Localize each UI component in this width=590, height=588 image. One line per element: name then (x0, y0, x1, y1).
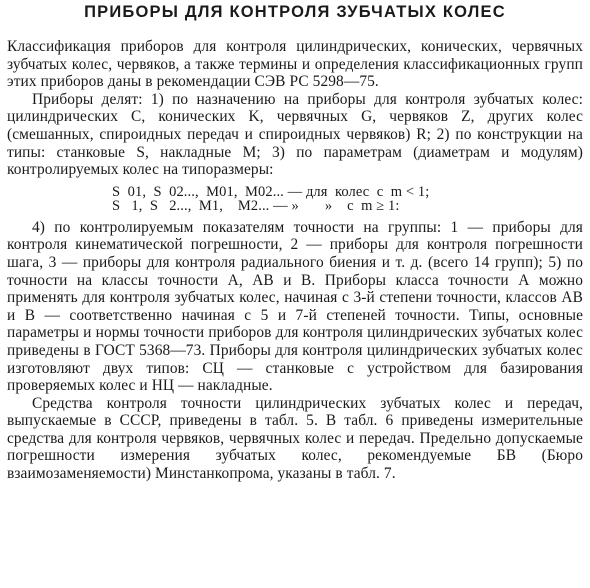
formula-line-small-module: S 01, S 02..., M01, M02... — для колес с m < 1; (112, 183, 430, 200)
size-designation-formula (112, 185, 583, 213)
formula-line-large-module: S 1, S 2..., M1, M2... — » » с m ≥ 1: (112, 197, 400, 214)
paragraph-classification: Классификация приборов для контроля цилиндрических, конических, червячных зубчатых колес, червяков, а также термины и определения классификационных групп этих приборов даны в рекомендации СЭВ РС 5298—75. (7, 38, 583, 91)
document-title: ПРИБОРЫ ДЛЯ КОНТРОЛЯ ЗУБЧАТЫХ КОЛЕС (84, 3, 506, 21)
document-body (7, 38, 583, 483)
paragraph-accuracy-groups: 4) по контролируемым показателям точности на группы: 1 — приборы для контроля кинематической погрешности, 2 — приборы для контроля погрешности шага, 3 — приборы для контроля радиального биения и т. д. (всего 14 групп); 5) по точности на классы точности А, АВ и В. Приборы класса точности А можно применять для контроля зубчатых колес, начиная с 3-й степени точности, классов АВ и В — соответственно начиная с 5 и 7-й степеней точности. Типы, основные параметры и нормы точности приборов для контроля цилиндрических зубчатых колес приведены в ГОСТ 5368—73. Приборы для контроля цилиндрических зубчатых колес изготовляют двух типов: СЦ — станковые с устройством для базирования проверяемых колес и НЦ — накладные. (7, 218, 583, 395)
paragraph-control-means: Средства контроля точности цилиндрических зубчатых колес и передач, выпускаемые в СССР, приведены в табл. 5. В табл. 6 приведены измерительные средства для контроля червяков, червячных колес и передач. Предельно допускаемые погрешности измерения зубчатых колес, рекомендуемые БВ (Бюро взаимозаменяемости) Минстанкопрома, указаны в табл. 7. (7, 394, 583, 483)
paragraph-division: Приборы делят: 1) по назначению на приборы для контроля зубчатых колес: цилиндрических С, конических K, червячных G, червяков Z, других колес (смешанных, спироидных передач и спироидных червяков) R; 2) по конструкции на типы: станковые S, накладные М; 3) по параметрам (диаметрам и модулям) контролируемых колес на типоразмеры: (7, 90, 583, 179)
